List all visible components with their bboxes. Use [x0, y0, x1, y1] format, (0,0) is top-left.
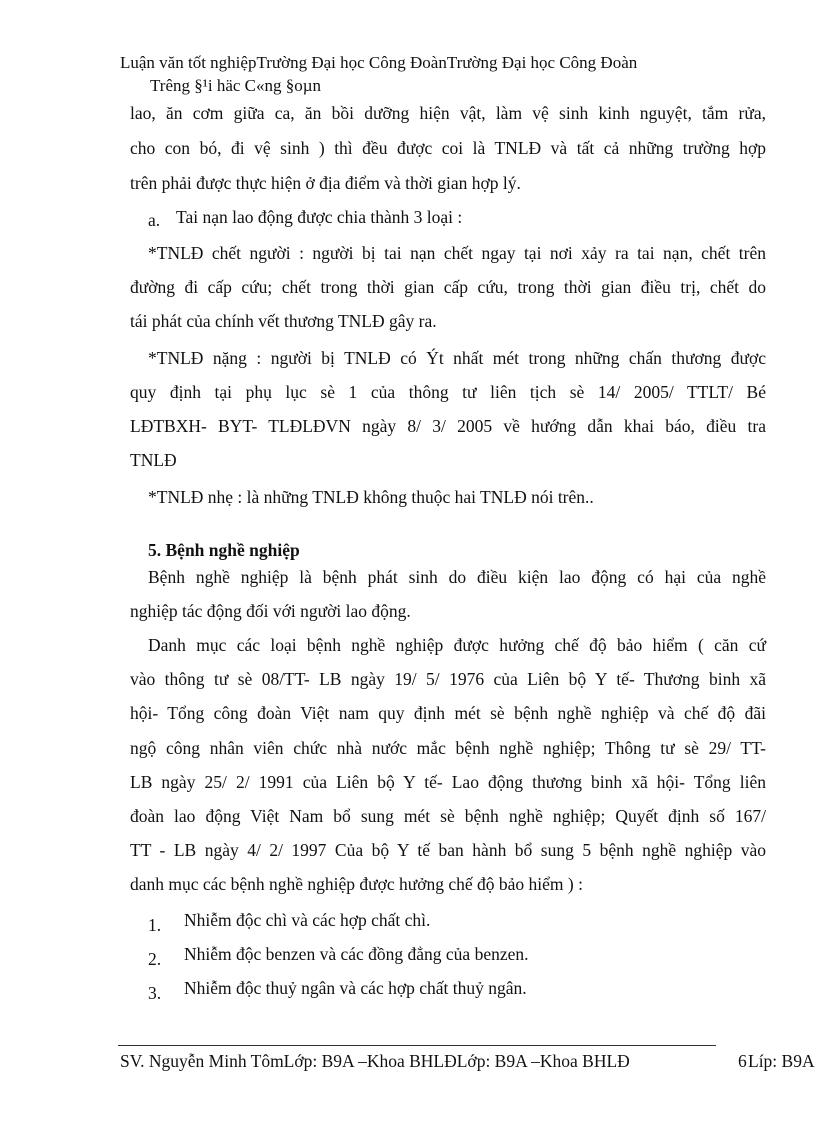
footer-right-text: Líp: B9A [748, 1051, 815, 1071]
list-item-text: Nhiễm độc benzen và các đồng đẳng của benzen. [184, 944, 529, 964]
paragraph-line: cho con bó, đi vệ sinh ) thì đều được coi là TNLĐ và tất cả những trường hợp [130, 138, 766, 158]
running-header: Luận văn tốt nghiệpTrường Đại học Công ĐoànTrường Đại học Công Đoàn [120, 53, 638, 72]
section-heading: 5. Bệnh nghề nghiệp [148, 540, 300, 560]
paragraph-line: LĐTBXH- BYT- TLĐLĐVN ngày 8/ 3/ 2005 về hướng dẫn khai báo, điều tra [130, 416, 766, 436]
list-item-text: Nhiễm độc chì và các hợp chất chì. [184, 910, 431, 930]
paragraph-line: tái phát của chính vết thương TNLĐ gây ra. [130, 311, 437, 331]
list-marker: a. [148, 210, 161, 230]
paragraph-line: hội- Tổng công đoàn Việt nam quy định mét sè bệnh nghề nghiệp và chế độ đãi [130, 703, 766, 723]
page-number: 6 [738, 1051, 747, 1071]
paragraph-line: TT - LB ngày 4/ 2/ 1997 Của bộ Y tế ban hành bổ sung 5 bệnh nghề nghiệp vào [130, 840, 766, 860]
footer-left-text: SV. Nguyễn Minh TômLớp: B9A –Khoa BHLĐLớp: B9A –Khoa BHLĐ [120, 1051, 630, 1071]
paragraph-line: nghiệp tác động đối với người lao động. [130, 601, 411, 621]
paragraph-line: danh mục các bệnh nghề nghiệp được hưởng chế độ bảo hiểm ) : [130, 874, 583, 894]
paragraph-line: TNLĐ [130, 450, 177, 470]
paragraph-line: Bệnh nghề nghiệp là bệnh phát sinh do điều kiện lao động có hại của nghề [148, 567, 766, 587]
footer-divider [118, 1045, 716, 1046]
paragraph-line: vào thông tư sè 08/TT- LB ngày 19/ 5/ 1976 của Liên bộ Y tế- Thương binh xã [130, 669, 766, 689]
paragraph-line: *TNLĐ nặng : người bị TNLĐ có Ýt nhất mét trong những chấn thương được [148, 348, 766, 368]
paragraph-line: *TNLĐ chết người : người bị tai nạn chết ngay tại nơi xảy ra tai nạn, chết trên [148, 243, 766, 263]
paragraph-line: trên phải được thực hiện ở địa điểm và thời gian hợp lý. [130, 173, 521, 193]
paragraph-line: ngộ công nhân viên chức nhà nước mắc bệnh nghề nghiệp; Thông tư sè 29/ TT- [130, 738, 766, 758]
list-marker: 2. [148, 949, 162, 969]
list-item-text: Nhiễm độc thuỷ ngân và các hợp chất thuỷ ngân. [184, 978, 527, 998]
paragraph-line: lao, ăn cơm giữa ca, ăn bồi dưỡng hiện vật, làm vệ sinh kinh nguyệt, tắm rửa, [130, 103, 766, 123]
paragraph-line: đoàn lao động Việt Nam bổ sung mét sè bệnh nghề nghiệp; Quyết định số 167/ [130, 806, 766, 826]
paragraph-line: LB ngày 25/ 2/ 1991 của Liên bộ Y tế- Lao động thương binh xã hội- Tổng liên [130, 772, 766, 792]
running-header-encoded: Trêng §¹i häc C«ng §oµn [150, 76, 322, 95]
list-marker: 3. [148, 983, 162, 1003]
list-item-text: Tai nạn lao động được chia thành 3 loại : [176, 207, 463, 227]
list-marker: 1. [148, 915, 162, 935]
paragraph-line: *TNLĐ nhẹ : là những TNLĐ không thuộc hai TNLĐ nói trên.. [148, 487, 594, 507]
paragraph-line: quy định tại phụ lục sè 1 của thông tư liên tịch sè 14/ 2005/ TTLT/ Bé [130, 382, 766, 402]
paragraph-line: đường đi cấp cứu; chết trong thời gian cấp cứu, trong thời gian điều trị, chết do [130, 277, 766, 297]
paragraph-line: Danh mục các loại bệnh nghề nghiệp được hưởng chế độ bảo hiểm ( căn cứ [148, 635, 766, 655]
